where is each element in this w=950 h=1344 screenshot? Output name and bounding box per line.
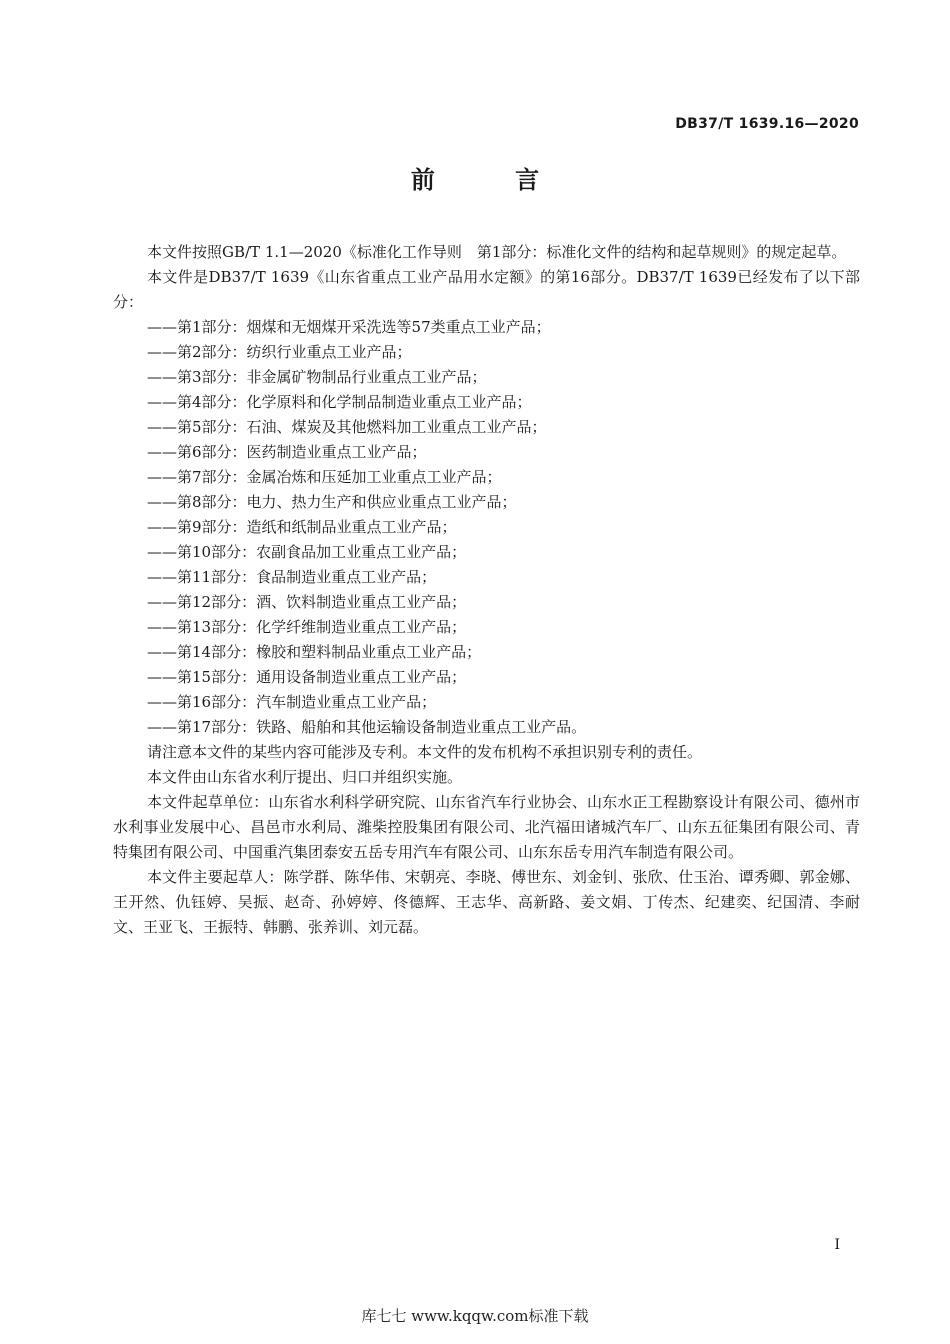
page-title: 前 言 [410, 166, 576, 194]
list-item: ——第5部分：石油、煤炭及其他燃料加工业重点工业产品； [147, 418, 547, 436]
list-item: ——第17部分：铁路、船舶和其他运输设备制造业重点工业产品。 [147, 718, 587, 736]
list-item: ——第10部分：农副食品加工业重点工业产品； [147, 543, 467, 561]
list-item: ——第16部分：汽车制造业重点工业产品； [147, 693, 437, 711]
list-item: ——第1部分：烟煤和无烟煤开采洗选等57类重点工业产品； [147, 318, 551, 336]
paragraph-drafting-basis: 本文件按照GB/T 1.1—2020《标准化工作导则 第1部分：标准化文件的结构和起草规则》的规定起草。 [147, 243, 847, 261]
list-item: ——第12部分：酒、饮料制造业重点工业产品； [147, 593, 467, 611]
list-item: ——第4部分：化学原料和化学制品制造业重点工业产品； [147, 393, 532, 411]
paragraph-series-intro: 本文件是DB37/T 1639《山东省重点工业产品用水定额》的第16部分。DB37/T 1639已经发布了以下部分： [113, 268, 860, 311]
paragraph-drafters: 本文件主要起草人：陈学群、陈华伟、宋朝亮、李晓、傅世东、刘金钊、张欣、仕玉治、谭秀卿、郭金娜、王开然、仇钰婷、吴振、赵奇、孙婷婷、佟德辉、王志华、高新路、姜文娟、丁传杰、纪建奕、纪国清、李耐文、王亚飞、王振特、韩鹏、张养训、刘元磊。 [113, 868, 860, 936]
document-body [113, 240, 860, 940]
list-item: ——第15部分：通用设备制造业重点工业产品； [147, 668, 467, 686]
list-item: ——第8部分：电力、热力生产和供应业重点工业产品； [147, 493, 517, 511]
paragraph-patent-notice: 请注意本文件的某些内容可能涉及专利。本文件的发布机构不承担识别专利的责任。 [147, 743, 703, 761]
list-item: ——第3部分：非金属矿物制品行业重点工业产品； [147, 368, 487, 386]
list-item: ——第11部分：食品制造业重点工业产品； [147, 568, 437, 586]
document-code: DB37/T 1639.16—2020 [675, 116, 859, 132]
list-item: ——第9部分：造纸和纸制品业重点工业产品； [147, 518, 457, 536]
list-item: ——第14部分：橡胶和塑料制品业重点工业产品； [147, 643, 482, 661]
list-item: ——第7部分：金属冶炼和压延加工业重点工业产品； [147, 468, 502, 486]
paragraph-drafting-units: 本文件起草单位：山东省水利科学研究院、山东省汽车行业协会、山东水正工程勘察设计有限公司、德州市水利事业发展中心、昌邑市水利局、潍柴控股集团有限公司、北汽福田诸城汽车厂、山东五征集团有限公司、青特集团有限公司、中国重汽集团泰安五岳专用汽车有限公司、山东东岳专用汽车制造有限公司。 [113, 793, 860, 861]
page-number: I [834, 1237, 840, 1253]
list-item: ——第2部分：纺织行业重点工业产品； [147, 343, 412, 361]
list-item: ——第13部分：化学纤维制造业重点工业产品； [147, 618, 467, 636]
paragraph-proposer: 本文件由山东省水利厅提出、归口并组织实施。 [147, 768, 463, 786]
list-item: ——第6部分：医药制造业重点工业产品； [147, 443, 427, 461]
footer-watermark: 库七七 www.kqqw.com标准下载 [361, 1307, 589, 1325]
parts-list [113, 315, 860, 740]
